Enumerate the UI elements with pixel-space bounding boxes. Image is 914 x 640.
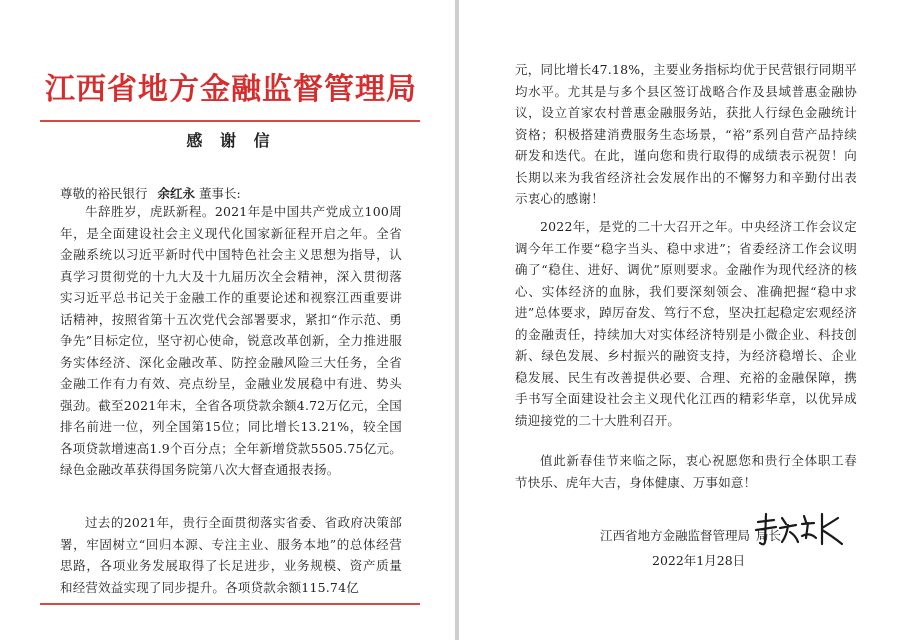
body-block-left-2 bbox=[60, 512, 402, 598]
paragraph: 元，同比增长47.18%，主要业务指标均优于民营银行同期平均水平。尤其是与多个县区签订战略合作及县域普惠金融协议，设立首家农村普惠金融服务站，获批人行绿色金融统计资格；积极搭建消费服务生态场景，“裕”系列自营产品持续研发和迭代。在此，谨向您和贵行取得的成绩表示祝贺！向长期以来为我省经济社会发展作出的不懈努力和辛勤付出表示衷心的感谢！ bbox=[515, 62, 857, 206]
signature-org: 江西省地方金融监督管理局 bbox=[600, 528, 751, 543]
body-block-right-1 bbox=[515, 59, 857, 210]
salutation bbox=[60, 184, 241, 202]
paragraph: 过去的2021年，贵行全面贯彻落实省委、省政府决策部署，牢固树立“回归本源、专注主业、服务本地”的总体经营思路，各项业务发展取得了长足进步，业务规模、资产质量和经营效益实现了同步提升。各项贷款余额115.74亿 bbox=[60, 515, 402, 595]
recipient-name: 余红永 bbox=[157, 186, 196, 201]
body-block-right-3 bbox=[515, 450, 857, 493]
letterhead-red-rule bbox=[40, 120, 420, 122]
recipient-role: 董事长: bbox=[199, 186, 241, 201]
footer-red-rule bbox=[40, 603, 420, 605]
paragraph: 2022年，是党的二十大召开之年。中央经济工作会议定调今年工作要“稳字当头、稳中求进”；省委经济工作会议明确了“稳住、进好、调优”原则要求。金融作为现代经济的核心、实体经济的血脉，我们要深刻领会、准确把握“稳中求进”总体要求，踔厉奋发、笃行不怠，坚决扛起稳定宏观经济的金融责任，持续加大对实体经济特别是小微企业、科技创新、绿色发展、乡村振兴的融资支持，为经济稳增长、企业稳发展、民生有改善提供必要、合理、充裕的金融保障，携手书写全面建设社会主义现代化江西的精彩华章，以优异成绩迎接党的二十大胜利召开。 bbox=[515, 219, 857, 428]
letter-title: 感 谢 信 bbox=[186, 131, 276, 150]
letter-date: 2022年1月28日 bbox=[652, 553, 746, 568]
signature-role: 局长 bbox=[756, 528, 782, 543]
body-block-left-1 bbox=[60, 201, 402, 481]
paragraph: 牛辞胜岁，虎跃新程。2021年是中国共产党成立100周年，是全面建设社会主义现代化国家新征程开启之年。全省金融系统以习近平新时代中国特色社会主义思想为指导，认真学习贯彻党的十九大及十九届历次全会精神，深入贯彻落实习近平总书记关于金融工作的重要论述和视察江西重要讲话精神，按照省第十五次党代会部署要求，紧扣“作示范、勇争先”目标定位，坚守初心使命，锐意改革创新，全力推进服务实体经济、深化金融改革、防控金融风险三大任务，全省金融工作有力有效、亮点纷呈，金融业发展稳中有进、势头强劲。截至2021年末，全省各项贷款余额4.72万亿元，全国排名前进一位，列全国第15位；同比增长13.21%，较全国各项贷款增速高1.9个百分点；全年新增贷款5505.75亿元。绿色金融改革获得国务院第八次大督查通报表扬。 bbox=[60, 204, 402, 477]
body-block-right-2 bbox=[515, 216, 857, 431]
paragraph: 值此新春佳节来临之际，衷心祝愿您和贵行全体职工春节快乐、虎年大吉，身体健康、万事如意！ bbox=[515, 453, 857, 490]
handwritten-signature bbox=[752, 508, 848, 550]
letterhead-title: 江西省地方金融监督管理局 bbox=[45, 72, 417, 107]
salutation-prefix: 尊敬的裕民银行 bbox=[60, 186, 148, 201]
